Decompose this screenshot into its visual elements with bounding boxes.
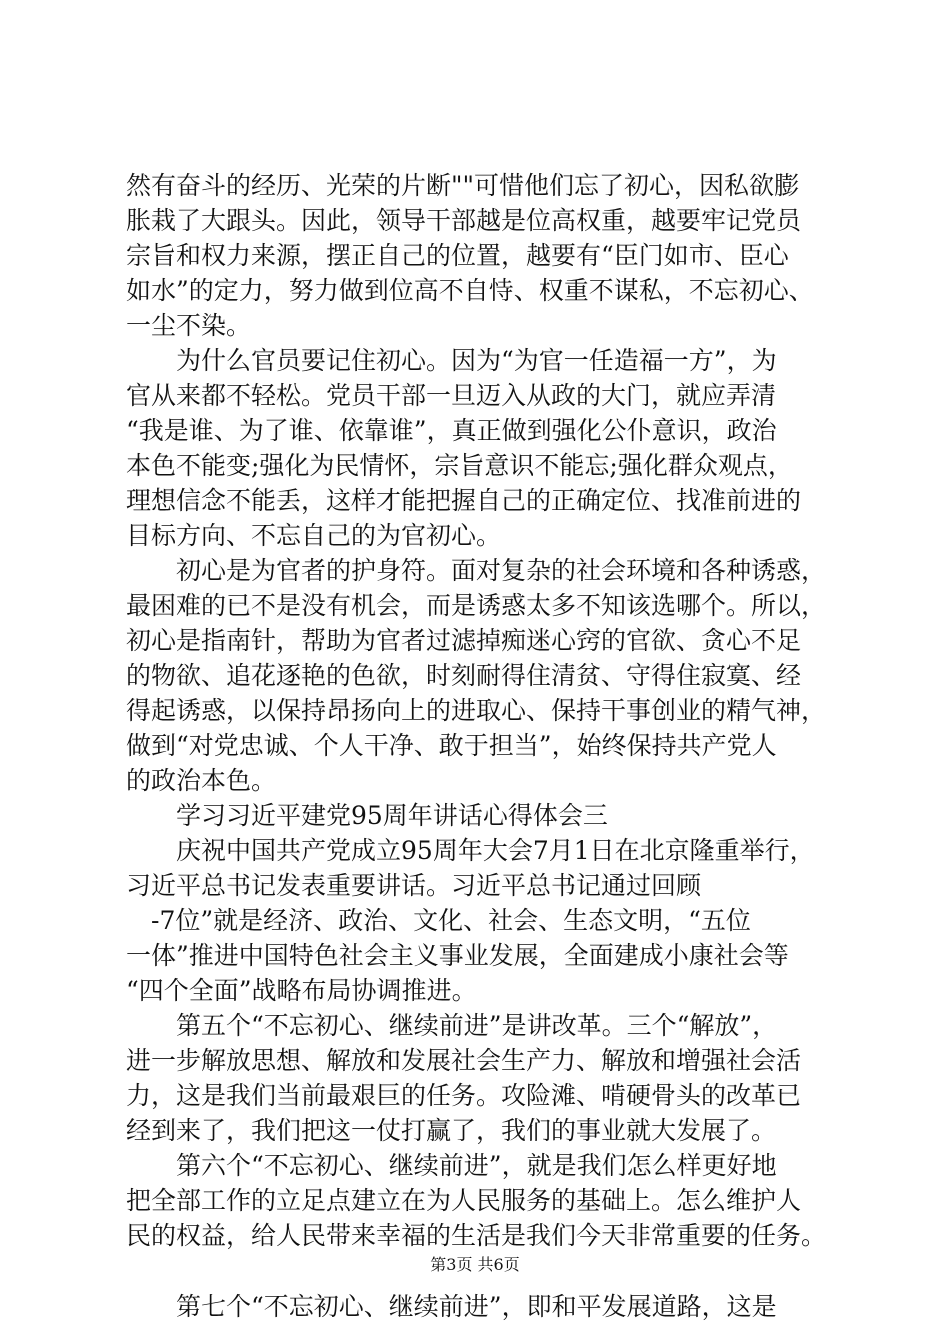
text-line: -7位”就是经济、政治、文化、社会、生态文明，“五位 [126,906,751,935]
page-footer [0,1255,950,1275]
text-line: 力，这是我们当前最艰巨的任务。攻险滩、啃硬骨头的改革已 [126,1081,802,1110]
text-line: 的物欲、追花逐艳的色欲，时刻耐得住清贫、守得住寂寞、经 [126,661,802,690]
text-line: 官从来都不轻松。党员干部一旦迈入从政的大门，就应弄清 [126,381,777,410]
text-line: 目标方向、不忘自己的为官初心。 [126,521,502,550]
text-line: “四个全面”战略布局协调推进。 [126,976,477,1005]
text-line: 理想信念不能丢，这样才能把握自己的正确定位、找准前进的 [126,486,802,515]
text-line: 最困难的已不是没有机会，而是诱惑太多不知该选哪个。所以， [126,591,827,620]
text-line: 如水”的定力，努力做到位高不自恃、权重不谋私，不忘初心、 [126,276,814,305]
text-line: 初心是指南针，帮助为官者过滤掉痴迷心窍的官欲、贪心不足 [126,626,802,655]
page-number: 第3页 共6页 [430,1255,520,1274]
text-line: 初心是为官者的护身符。面对复杂的社会环境和各种诱惑， [126,556,827,585]
text-line: 为什么官员要记住初心。因为“为官一任造福一方”，为 [126,346,777,375]
text-line: 一尘不染。 [126,311,252,340]
document-body [126,168,846,1324]
text-line: 本色不能变;强化为民情怀，宗旨意识不能忘;强化群众观点， [126,451,793,480]
section-heading: 学习习近平建党95周年讲话心得体会三 [126,801,608,830]
text-line: 习近平总书记发表重要讲话。习近平总书记通过回顾 [126,871,702,900]
text-line: 然有奋斗的经历、光荣的片断""可惜他们忘了初心，因私欲膨 [126,171,800,200]
text-line: 胀栽了大跟头。因此，领导干部越是位高权重，越要牢记党员 [126,206,802,235]
text-line: 的政治本色。 [126,766,277,795]
text-line: 第七个“不忘初心、继续前进”，即和平发展道路，这是 [126,1292,777,1321]
text-line: 得起诱惑，以保持昂扬向上的进取心、保持干事创业的精气神， [126,696,827,725]
text-line: 进一步解放思想、解放和发展社会生产力、解放和增强社会活 [126,1046,802,1075]
text-line: 第五个“不忘初心、继续前进”是讲改革。三个“解放”， [126,1011,778,1040]
text-line: 庆祝中国共产党成立95周年大会7月1日在北京隆重举行， [126,836,815,865]
text-line: 第六个“不忘初心、继续前进”，就是我们怎么样更好地 [126,1151,777,1180]
text-line: 宗旨和权力来源，摆正自己的位置，越要有“臣门如市、臣心 [126,241,789,270]
text-line: 一体”推进中国特色社会主义事业发展，全面建成小康社会等 [126,941,789,970]
text-line: 做到“对党忠诚、个人干净、敢于担当”，始终保持共产党人 [126,731,777,760]
text-line: “我是谁、为了谁、依靠谁”，真正做到强化公仆意识，政治 [126,416,777,445]
text-line: 民的权益，给人民带来幸福的生活是我们今天非常重要的任务。 [126,1221,827,1250]
text-line: 把全部工作的立足点建立在为人民服务的基础上。怎么维护人 [126,1186,802,1215]
text-line: 经到来了，我们把这一仗打赢了，我们的事业就大发展了。 [126,1116,777,1145]
